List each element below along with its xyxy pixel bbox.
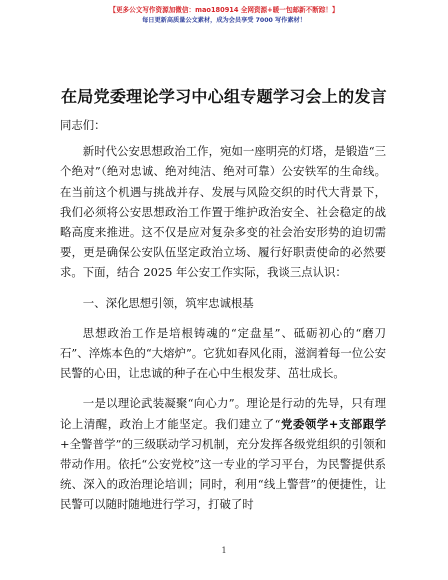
paragraph-theory-armament (60, 393, 386, 514)
page-number: 1 (221, 546, 227, 555)
paragraph-text-part-c: +全警普学”的三级联动学习机制，充分发挥各级党组织的引领和带动作用。依托“公安党校”这一专业的学习平台，为民警提供系统、深入的政治理论培训；同时，利用“线上警营”的便捷性，让民警可以随时随地进行学习，打破了时 (60, 436, 386, 512)
emphasis-text: 党委领学+支部跟学 (280, 416, 387, 431)
banner-line-2: 每日更新高质量公文素材，成为会员享受 7000 写作素材！ (142, 17, 306, 24)
promo-banner (100, 5, 348, 31)
document-body (60, 115, 386, 515)
section-heading-1: 一、深化思想引领，筑牢忠诚根基 (82, 295, 254, 310)
banner-line-1: 【更多公文写作资源加微信：mao180914 全网资源+暖一包邮新不断踪！】 (109, 6, 339, 14)
greeting: 同志们： (60, 118, 106, 132)
paragraph-thought-guidance: 思想政治工作是培根铸魂的“定盘星”、砥砺初心的“磨刀石”、淬炼本色的“大熔炉”。它犹如春风化雨，滋润着每一位公安民警的心田，让忠诚的种子在心中生根发芽、茁壮成长。 (60, 325, 386, 381)
paragraph-text-part-a: 一是以理论武装凝聚“向心力”。理论是行动的先导，只有理论上清醒，政治上才能坚定。我们建立了“ (60, 396, 386, 431)
document-title: 在局党委理论学习中心组专题学习会上的发言 (60, 87, 387, 106)
paragraph-intro: 新时代公安思想政治工作，宛如一座明亮的灯塔，是锻造“三个绝对”（绝对忠诚、绝对纯洁、绝对可靠）公安铁军的生命线。在当前这个机遇与挑战并存、发展与风险交织的时代大背景下，我们必须将公安思想政治工作置于维护政治安全、社会稳定的战略高度来推进。这不仅是应对复杂多变的社会治安形势的迫切需要，更是确保公安队伍坚定政治立场、履行好职责使命的必然要求。下面，结合 2025 年公安工作实际，我谈三点认识： (60, 144, 386, 280)
